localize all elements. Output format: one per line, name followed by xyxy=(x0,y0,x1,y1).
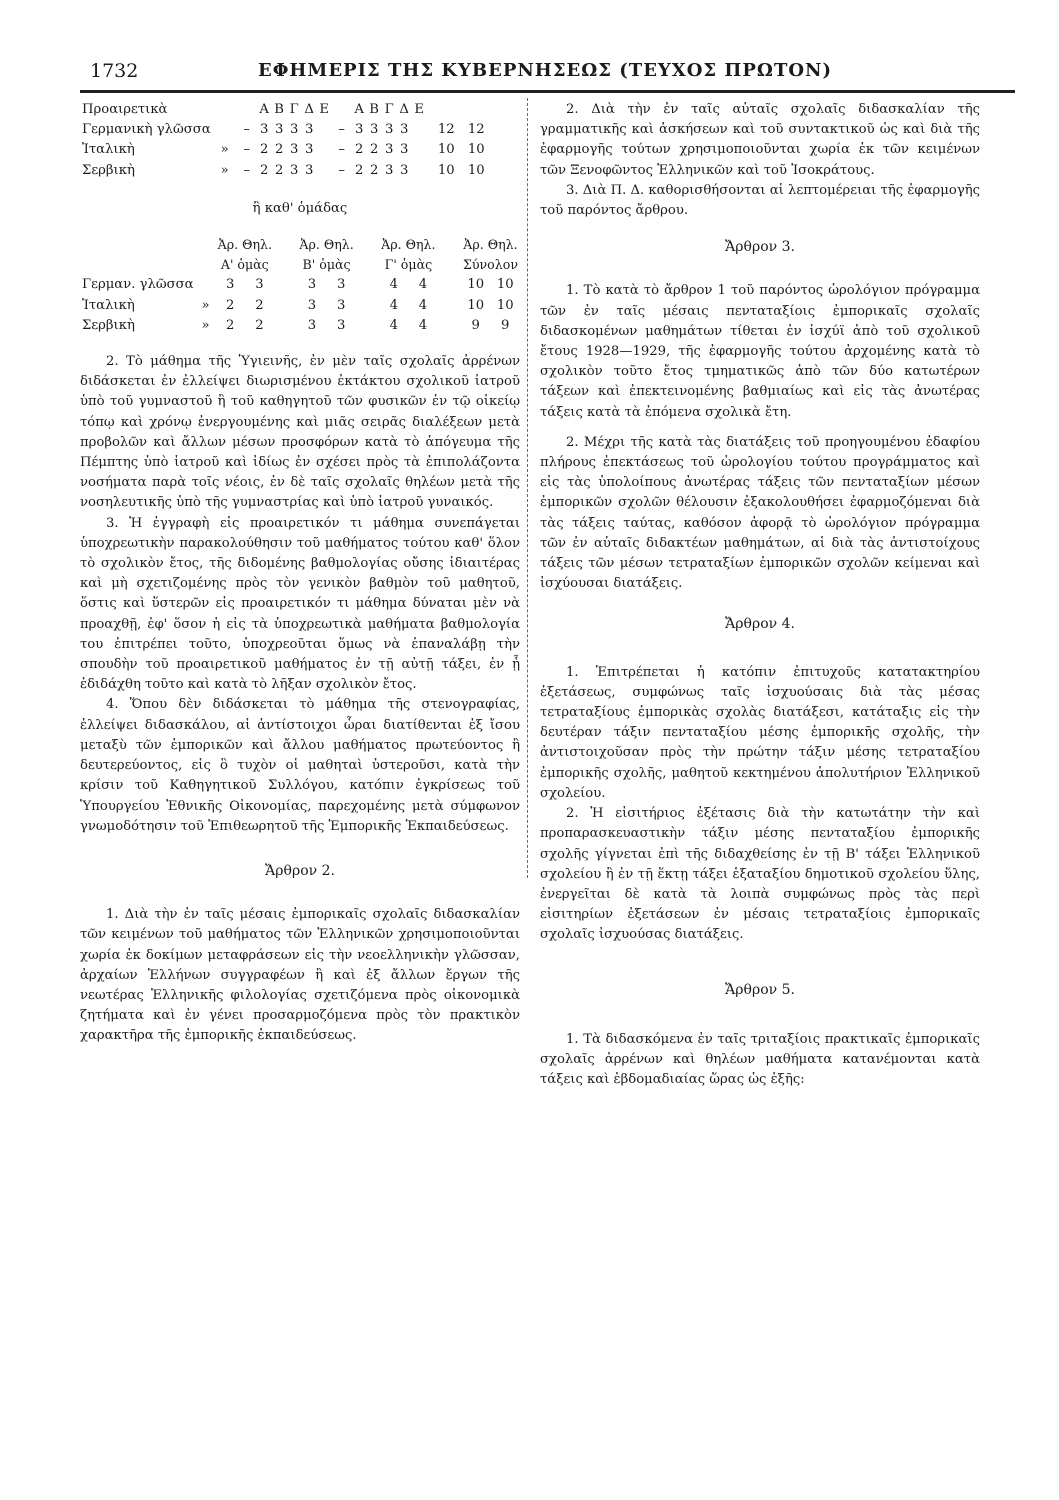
hours-cell: 10 xyxy=(467,297,485,313)
page-number: 1732 xyxy=(90,60,139,82)
table-row xyxy=(80,161,487,181)
article-4-heading: Ἄρθρον 4. xyxy=(725,616,795,633)
total-cell: 12 xyxy=(467,122,485,138)
hours-cell: 4 xyxy=(418,277,428,293)
hours-cell: 4 xyxy=(389,317,398,333)
table-header-label: Προαιρετικὰ xyxy=(82,102,168,117)
hours-cell: 2 xyxy=(259,142,269,158)
column-header: Β' ὁμὰς xyxy=(302,257,351,273)
hours-cell: 4 xyxy=(418,297,428,313)
column-header: Ἀρ. Θηλ. xyxy=(217,237,272,253)
class-letter: Ε xyxy=(319,102,329,117)
article-3-paragraph: 1. Τὸ κατὰ τὸ ἄρθρον 1 τοῦ παρόντος ὡρολόγιον πρόγραμμα τῶν ἐν ταῖς μέσαις πενταταξίοις ἐμπορικαῖς σχολαῖς διδασκομένων μαθημάτων τίθεται ἐν ἰσχύϊ ἀπὸ τοῦ σχολικοῦ ἔτους 1928—1929, τῆς ἐφαρμογῆς τούτου ἀρχομένης κατὰ τὸ σχολικὸν τοῦτο ἔτος τμηματικῶς ἀπὸ τῶν δύο κατωτέρων τάξεων καὶ ἐπεκτεινομένης βαθμιαίως καὶ εἰς τὰς ἀνωτέρας τάξεις κατὰ τὰ ἑπόμενα σχολικὰ ἔτη. xyxy=(540,283,980,420)
hours-cell: 3 xyxy=(384,142,394,158)
journal-title: ΕΦΗΜΕΡΙΣ ΤΗΣ ΚΥΒΕΡΝΗΣΕΩΣ (ΤΕΥΧΟΣ ΠΡΩΤΟΝ) xyxy=(258,60,832,81)
hours-cell: 10 xyxy=(496,277,514,293)
page-header xyxy=(80,60,1010,88)
hours-cell: 3 xyxy=(399,142,409,158)
table-row xyxy=(80,275,520,295)
hours-cell: 3 xyxy=(226,277,235,293)
class-letter: Α xyxy=(354,102,364,117)
ditto-mark: » xyxy=(220,162,229,178)
hours-cell: 2 xyxy=(259,162,269,178)
hours-cell: 3 xyxy=(304,142,314,158)
hours-cell: 3 xyxy=(336,277,346,293)
group-hours-table xyxy=(80,235,520,336)
class-letter: Δ xyxy=(304,102,314,117)
article-2-paragraph: 1. Διὰ τὴν ἐν ταῖς μέσαις ἐμπορικαῖς σχολαῖς διδασκαλίαν τῶν κειμένων τοῦ μαθήματος τῶν Ἑλληνικῶν χρησιμοποιοῦνται χωρία ἐκ δοκίμων μεταφράσεων εἰς τὴν νεοελληνικὴν γλῶσσαν, ἀρχαίων Ἑλλήνων συγγραφέων ἢ καὶ ἐξ ἄλλων ἔργων τῆς νεωτέρας Ἑλληνικῆς φιλολογίας σχετιζόμενα πρὸς οἰκονομικὰ ζητήματα καὶ ἐν γένει προσαρμοζόμενα πρὸς τὸν πρακτικὸν χαρακτῆρα τῆς ἐμπορικῆς ἐκπαιδεύσεως. xyxy=(80,907,520,1044)
paragraph-hygiene: 2. Τὸ μάθημα τῆς Ὑγιεινῆς, ἐν μὲν ταῖς σχολαῖς ἀρρένων διδάσκεται ἐν ἐλλείψει διωρισμένου ἐκτάκτου σχολικοῦ ἰατροῦ ὑπὸ τοῦ γυμναστοῦ ἢ τοῦ καθηγητοῦ τῶν φυσικῶν ἐν τῷ οἰκείῳ τόπῳ καὶ χρόνῳ ἐνεργουμένης καὶ μιᾶς σειρᾶς διαλέξεων μετὰ προβολῶν καὶ ἄλλων μέσων προσφόρων κατὰ τὸ ἀπόγευμα τῆς Πέμπτης ὑπὸ ἰατροῦ καὶ ἰδίως ἐν σχέσει πρὸς τὰ ἐπιπολάζοντα νοσήματα παρὰ τοῖς νέοις, ἐν δὲ ταῖς σχολαῖς θηλέων μετὰ τῆς νοσηλευτικῆς ὑπὸ τῆς γυμναστρίας καὶ ὑπὸ ἰατροῦ γυναικός. xyxy=(80,354,520,511)
hours-cell: 3 xyxy=(255,277,264,293)
total-cell: 10 xyxy=(467,142,485,158)
column-header: Ἀρ. Θηλ. xyxy=(299,237,354,253)
class-letter: Δ xyxy=(399,102,409,117)
column-header: Α' ὁμὰς xyxy=(220,257,269,273)
by-groups-label: ἢ καθ' ὁμάδας xyxy=(252,200,348,216)
hours-cell: 9 xyxy=(501,317,510,333)
article-3-heading: Ἄρθρον 3. xyxy=(725,239,795,256)
hours-cell: 3 xyxy=(399,122,409,138)
class-letter: Α xyxy=(259,102,269,117)
hours-cell: 3 xyxy=(307,277,317,293)
hours-cell: 9 xyxy=(471,317,480,333)
class-letter: Ε xyxy=(414,102,424,117)
hours-cell: 3 xyxy=(307,297,317,313)
table-header-row xyxy=(80,255,520,275)
total-cell: 10 xyxy=(437,162,455,178)
hours-cell: 2 xyxy=(274,162,284,178)
table-row xyxy=(80,316,520,336)
total-cell: 10 xyxy=(437,142,455,158)
dash: – xyxy=(243,162,250,178)
left-column xyxy=(80,100,520,1047)
article-5-heading: Ἄρθρον 5. xyxy=(725,981,795,998)
hours-cell: 2 xyxy=(369,142,379,158)
class-letter: Γ xyxy=(384,102,394,117)
hours-cell: 3 xyxy=(336,297,346,313)
hours-cell: 3 xyxy=(384,122,394,138)
elective-hours-table xyxy=(80,100,487,181)
hours-cell: 3 xyxy=(399,162,409,178)
dash: – xyxy=(338,162,345,178)
column-header: Σύνολον xyxy=(462,257,518,273)
article-5-paragraph: 1. Τὰ διδασκόμενα ἐν ταῖς τριταξίοις πρακτικαῖς ἐμπορικαῖς σχολαῖς ἀρρένων καὶ θηλέων μαθήματα κατανέμονται κατὰ τάξεις καὶ ἑβδομαδιαίας ὥρας ὡς ἑξῆς: xyxy=(540,1031,980,1088)
article-4-paragraph: 2. Ἡ εἰσιτήριος ἐξέτασις διὰ τὴν κατωτάτην τὴν καὶ προπαρασκευαστικὴν τάξιν μέσης πενταταξίου ἐμπορικῆς σχολῆς γίγνεται ἐπὶ τῆς διδαχθείσης ἐν τῇ Β' τάξει Ἑλληνικοῦ σχολείου ἢ ἐν τῇ ἕκτῃ τάξει ἑξαταξίου δημοτικοῦ σχολείου ὕλης, ἐνεργεῖται δὲ κατὰ τὰ λοιπὰ συμφώνως πρὸς τὰς περὶ εἰσιτηρίων ἐξετάσεων ἐν μέσαις τετραταξίοις ἐμπορικαῖς σχολαῖς ἰσχυούσας διατάξεις. xyxy=(540,806,980,943)
paragraph-elective-enrollment: 3. Ἡ ἐγγραφὴ εἰς προαιρετικόν τι μάθημα συνεπάγεται ὑποχρεωτικὴν παρακολούθησιν τοῦ μαθήματος τούτου καθ' ὅλον τὸ σχολικὸν ἔτος, τῆς διδομένης βαθμολογίας οὔσης ἰδιαιτέρας καὶ μὴ σχετιζομένης πρὸς τὸν γενικὸν βαθμὸν τοῦ μαθητοῦ, ὅστις καὶ ὕστερῶν εἰς προαιρετικόν τι μάθημα δύναται μὲν νὰ προαχθῇ, ἐφ' ὅσον ἡ εἰς τὰ ὑποχρεωτικὰ μαθήματα βαθμολογία του ἐπιτρέπει τοῦτο, ὑποχρεοῦται ὅμως νὰ ἐπαναλάβῃ τὴν σπουδὴν τοῦ προαιρετικοῦ μαθήματος ἐν τῇ αὐτῇ τάξει, ἐν ᾗ ἐδιδάχθη τοῦτο καὶ κατὰ τὸ λῆξαν σχολικὸν ἔτος. xyxy=(80,515,520,693)
hours-cell: 4 xyxy=(389,297,398,313)
right-column xyxy=(540,100,980,1090)
hours-cell: 2 xyxy=(354,142,364,158)
hours-cell: 3 xyxy=(289,142,299,158)
class-letter: Γ xyxy=(289,102,299,117)
subject-label: Σερβικὴ xyxy=(82,317,135,333)
dash: – xyxy=(243,142,250,158)
hours-cell: 2 xyxy=(255,317,264,333)
ditto-mark xyxy=(213,120,237,140)
table-header-row xyxy=(80,100,487,120)
column-header: Ἀρ. Θηλ. xyxy=(381,237,436,253)
subject-label: Γερμανικὴ γλῶσσα xyxy=(82,122,211,138)
table-row xyxy=(80,140,487,160)
table-row xyxy=(80,120,487,140)
hours-cell: 3 xyxy=(336,317,346,333)
hours-cell: 10 xyxy=(496,297,514,313)
class-letter: Β xyxy=(369,102,379,117)
hours-cell: 3 xyxy=(369,122,379,138)
column-header: Ἀρ. Θηλ. xyxy=(463,237,518,253)
subject-label: Ἰταλικὴ xyxy=(82,142,135,158)
hours-cell: 3 xyxy=(304,162,314,178)
hours-cell: 2 xyxy=(255,297,264,313)
dash: – xyxy=(338,142,345,158)
subject-label: Ἰταλικὴ xyxy=(82,297,135,313)
hours-cell: 3 xyxy=(304,122,314,138)
article-2-heading: Ἄρθρον 2. xyxy=(265,862,335,879)
hours-cell: 3 xyxy=(274,122,284,138)
article-3-paragraph: 2. Μέχρι τῆς κατὰ τὰς διατάξεις τοῦ προηγουμένου ἐδαφίου πλήρους ἐπεκτάσεως τοῦ ὡρολογίου τούτου προγράμματος καὶ εἰς τὰς ὑπολοίπους ἀνωτέρας τάξεις τῶν πενταταξίων μέσων ἐμπορικῶν σχολῶν θέλουσιν ἐξακολουθήσει ἐφαρμοζόμεναι διὰ τὰς τάξεις ταύτας, καθόσον ἀφορᾷ τὸ ὡρολόγιον πρόγραμμα τῶν ἐν αὐταῖς διδακτέων μαθημάτων, αἱ διὰ τὰς ἀντιστοίχους τάξεις τῶν μέσων τετραταξίων ἐμπορικῶν σχολῶν κείμεναι καὶ ἰσχύουσαι διατάξεις. xyxy=(540,434,980,592)
dash: – xyxy=(243,122,250,138)
table-row xyxy=(80,296,520,316)
ditto-mark: » xyxy=(201,317,210,333)
hours-cell: 4 xyxy=(389,277,398,293)
hours-cell: 2 xyxy=(354,162,364,178)
article-2-paragraph: 2. Διὰ τὴν ἐν ταῖς αὐταῖς σχολαῖς διδασκαλίαν τῆς γραμματικῆς καὶ ἀσκήσεων καὶ τοῦ συντακτικοῦ ὡς καὶ διὰ τῆς ἐφαρμογῆς τούτων χρησιμοποιοῦνται χωρία ἐκ τῶν κειμένων τῶν Ξενοφῶντος Ἑλληνικῶν καὶ τοῦ Ἰσοκράτους. xyxy=(540,102,980,178)
hours-cell: 2 xyxy=(226,317,235,333)
subject-label: Σερβικὴ xyxy=(82,162,135,178)
article-4-paragraph: 1. Ἐπιτρέπεται ἡ κατόπιν ἐπιτυχοῦς κατατακτηρίου ἐξετάσεως, συμφώνως ταῖς ἰσχυούσαις διὰ τὰς μέσας τετραταξίους ἐμπορικὰς σχολὰς διατάξεσι, κατάταξις εἰς τὴν δευτέραν τάξιν πενταταξίου μέσης ἐμπορικῆς σχολῆς, τὴν ἀντιστοιχοῦσαν πρὸς τὴν πρώτην τάξιν μέσης τετραταξίου ἐμπορικῆς σχολῆς, μαθητοῦ κεκτημένου ἀπολυτήριον Ἑλληνικοῦ σχολείου. xyxy=(540,664,980,801)
hours-cell: 3 xyxy=(384,162,394,178)
column-divider xyxy=(527,98,529,878)
hours-cell: 3 xyxy=(354,122,364,138)
article-2-paragraph: 3. Διὰ Π. Δ. καθορισθήσονται αἱ λεπτομέρειαι τῆς ἐφαρμογῆς τοῦ παρόντος ἄρθρου. xyxy=(540,182,980,219)
column-header: Γ' ὁμὰς xyxy=(384,257,433,273)
paragraph-stenography: 4. Ὅπου δὲν διδάσκεται τὸ μάθημα τῆς στενογραφίας, ἐλλείψει διδασκάλου, αἱ ἀντίστοιχοι ὧραι διατίθενται ἐξ ἴσου μεταξὺ τῶν ἐμπορικῶν καὶ ἄλλου μαθήματος πρωτεύοντος ἢ δευτερεύοντος, εἰς ὃ τυχὸν οἱ μαθηταὶ ὑστεροῦσι, κατὰ τὴν κρίσιν τοῦ Καθηγητικοῦ Συλλόγου, κατόπιν ἐγκρίσεως τοῦ Ὑπουργείου Ἐθνικῆς Οἰκονομίας, παρεχομένης μετὰ σύμφωνον γνωμοδότησιν τοῦ Ἐπιθεωρητοῦ τῆς Ἐμπορικῆς Ἐκπαιδεύσεως. xyxy=(80,697,520,834)
hours-cell: 10 xyxy=(467,277,485,293)
hours-cell: 3 xyxy=(307,317,317,333)
ditto-mark xyxy=(196,275,216,295)
total-cell: 10 xyxy=(467,162,485,178)
hours-cell: 3 xyxy=(289,162,299,178)
header-rule xyxy=(80,90,1015,93)
table-header-row xyxy=(80,235,520,255)
ditto-mark: » xyxy=(220,142,229,158)
hours-cell: 2 xyxy=(274,142,284,158)
hours-cell: 3 xyxy=(259,122,269,138)
class-letter: Β xyxy=(274,102,284,117)
subject-label: Γερμαν. γλῶσσα xyxy=(82,277,194,293)
hours-cell: 2 xyxy=(369,162,379,178)
ditto-mark: » xyxy=(201,297,210,313)
hours-cell: 2 xyxy=(226,297,235,313)
total-cell: 12 xyxy=(437,122,455,138)
dash: – xyxy=(338,122,345,138)
hours-cell: 3 xyxy=(289,122,299,138)
hours-cell: 4 xyxy=(418,317,428,333)
